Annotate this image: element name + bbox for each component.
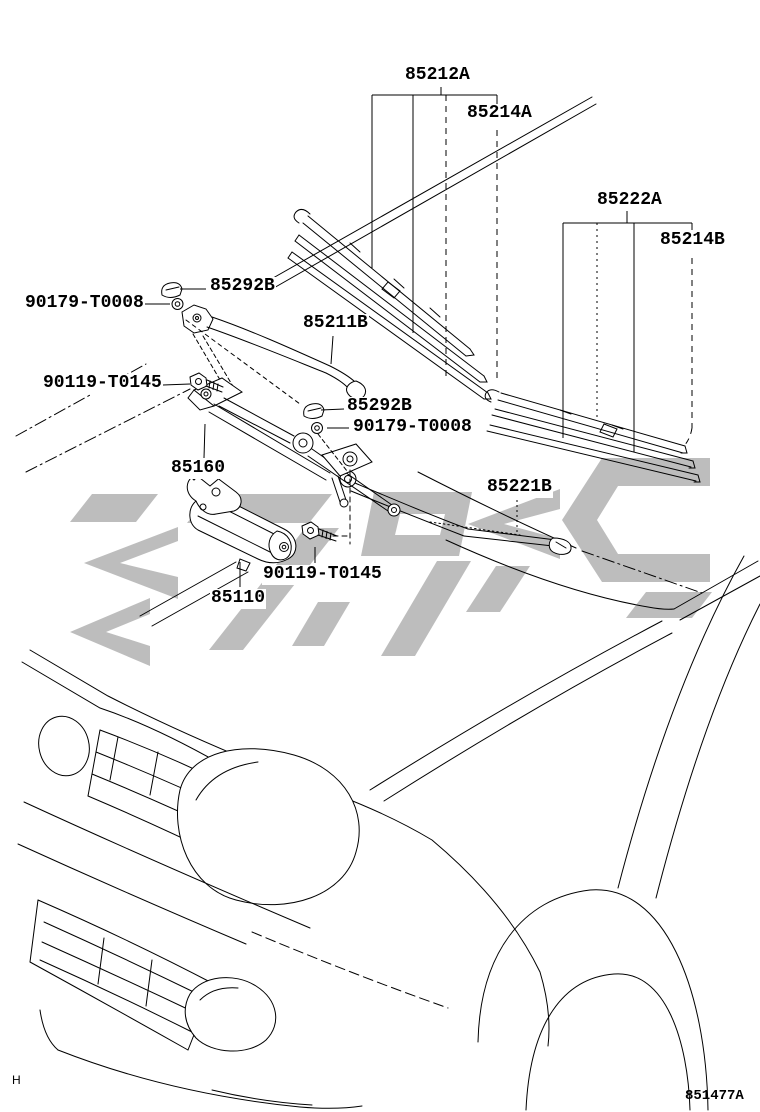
- part-label-85110[interactable]: 85110: [211, 588, 266, 608]
- part-label-90119-t0145-1[interactable]: 90119-T0145: [43, 373, 162, 393]
- pivot-cap-icon: [162, 283, 182, 298]
- wiper-blade-passenger-art: [485, 390, 700, 482]
- part-label-85292b-2[interactable]: 85292B: [347, 396, 412, 416]
- part-label-85214a[interactable]: 85214A: [467, 103, 532, 123]
- part-label-85221b[interactable]: 85221B: [487, 477, 552, 497]
- catalog-watermark-logo: [70, 458, 712, 666]
- pivot-cap-icon-2: [304, 404, 324, 419]
- part-label-85222a[interactable]: 85222A: [597, 190, 662, 210]
- part-label-85212a[interactable]: 85212A: [405, 65, 470, 85]
- wiper-parts-art: [162, 209, 700, 571]
- pivot-nut-icon-2: [312, 423, 323, 434]
- part-label-85211b[interactable]: 85211B: [303, 313, 368, 333]
- part-label-90179-t0008-1[interactable]: 90179-T0008: [25, 293, 144, 313]
- part-label-85160[interactable]: 85160: [171, 458, 226, 478]
- wiper-blade-driver-art: [288, 209, 491, 399]
- part-label-85214b[interactable]: 85214B: [660, 230, 725, 250]
- part-label-90119-t0145-2[interactable]: 90119-T0145: [263, 564, 382, 584]
- section-ref: H: [12, 1073, 21, 1087]
- part-label-85292b-1[interactable]: 85292B: [210, 276, 275, 296]
- part-label-90179-t0008-2[interactable]: 90179-T0008: [353, 417, 472, 437]
- figure-code: 851477A: [685, 1088, 744, 1104]
- pivot-nut-icon: [172, 299, 183, 310]
